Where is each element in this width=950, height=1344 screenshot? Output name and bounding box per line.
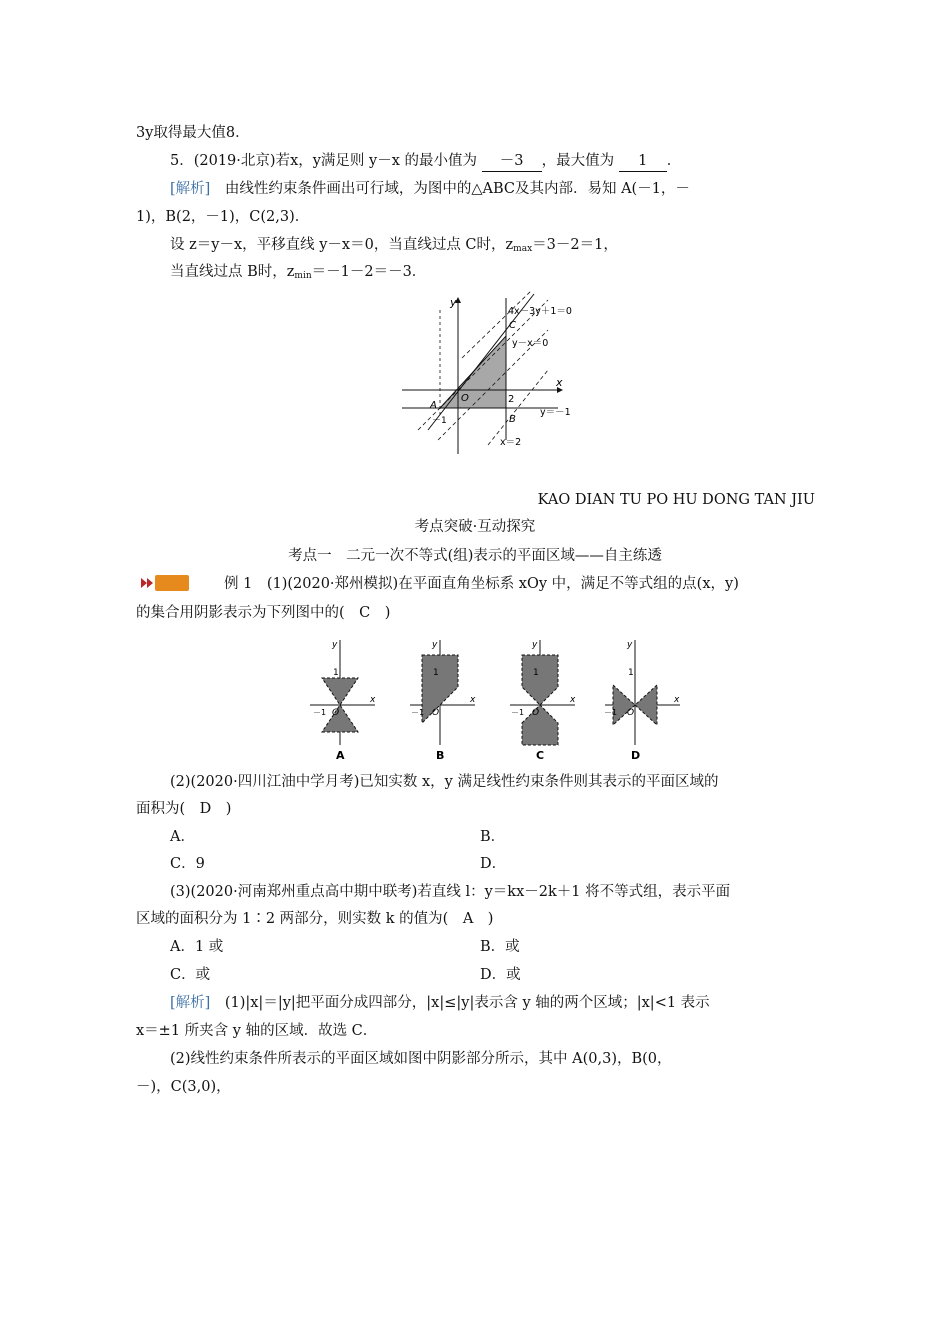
subscript-max: max	[513, 244, 533, 254]
panel-B	[410, 640, 476, 762]
analysis-2: 1)，B(2，－1)，C(2,3)．	[136, 209, 310, 225]
subsection-title: 考点一 二元一次不等式(组)表示的平面区域——自主练透	[288, 548, 662, 564]
svg-text:A: A	[336, 749, 345, 762]
svg-text:x: x	[370, 695, 376, 705]
example-marker-icon	[141, 575, 221, 591]
svg-text:B: B	[436, 749, 445, 762]
label-B: B	[509, 414, 516, 425]
svg-text:x: x	[674, 695, 680, 705]
question-2-line-a: (2)(2020·四川江油中学月考)已知实数 x，y 满足线性约束条件则其表示的平面区域的	[170, 774, 719, 790]
solution-2-line-a: (2)线性约束条件所表示的平面区域如图中阴影部分所示，其中 A(0,3)，B(0，	[170, 1051, 672, 1067]
option-3-D: D．或	[480, 967, 521, 983]
label-A: A	[430, 400, 437, 411]
svg-text:－1: －1	[313, 708, 327, 717]
analysis-3-a: 设 z＝y－x，平移直线 y－x＝0，当直线过点 C时，z	[170, 237, 514, 253]
label-tick-2: 2	[508, 394, 515, 405]
panel-C	[510, 640, 576, 762]
svg-text:1: 1	[533, 668, 539, 678]
question-3-line-b: 区域的面积分为 1∶2 两部分，则实数 k 的值为( A )	[136, 911, 494, 927]
option-2-B: B．	[480, 829, 506, 845]
svg-text:O: O	[627, 708, 635, 718]
option-2-A: A．	[170, 829, 195, 845]
subscript-min: min	[294, 271, 312, 281]
solution-1-line-b: x＝±1 所夹含 y 轴的区域．故选 C．	[136, 1023, 378, 1039]
label-C: C	[509, 320, 516, 331]
label-O: O	[461, 393, 469, 404]
analysis-4	[170, 262, 426, 286]
panel-A	[310, 640, 376, 762]
solution-1-text: (1)|x|＝|y|把平面分成四部分，|x|≤|y|表示含 y 轴的两个区域；|x|<1 表示	[210, 995, 710, 1011]
svg-text:－1: －1	[511, 708, 525, 717]
problem-5-end: ．	[666, 153, 682, 169]
label-tick-neg1: －1	[432, 416, 447, 426]
solution-2-line-b: －)，C(3,0)，	[136, 1079, 231, 1095]
analysis-4-a: 当直线过点 B时，z	[170, 264, 295, 280]
svg-text:y: y	[432, 640, 438, 650]
analysis-1	[170, 179, 690, 199]
svg-text:C: C	[536, 749, 545, 762]
label-x: x	[556, 376, 563, 389]
label-line1: 4x－3y＋1＝0	[508, 306, 572, 317]
svg-text:O: O	[332, 708, 340, 718]
analysis-3-b: ＝3－2＝1，	[532, 237, 618, 253]
svg-text:x: x	[470, 695, 476, 705]
svg-text:1: 1	[628, 668, 634, 678]
solution-tag: [解析]	[170, 995, 211, 1011]
example-1-line-a: 例 1 (1)(2020·郑州模拟)在平面直角坐标系 xOy 中，满足不等式组的点(x，y)	[224, 576, 739, 592]
svg-text:D: D	[631, 749, 641, 762]
option-3-A: A．1 或	[170, 939, 224, 955]
svg-text:1: 1	[433, 668, 439, 678]
example-1-line-b: 的集合用阴影表示为下列图中的( C )	[136, 605, 391, 621]
analysis-tag: [解析]	[170, 181, 211, 197]
figure-options	[305, 635, 690, 765]
analysis-1-text: 由线性约束条件画出可行域，为图中的△ABC及其内部．易知 A(－1，－	[210, 181, 690, 197]
dashed-line-1	[418, 300, 548, 430]
svg-text:y: y	[532, 640, 538, 650]
section-title: 考点突破·互动探究	[414, 519, 536, 535]
svg-text:－1: －1	[411, 708, 425, 717]
svg-text:y: y	[627, 640, 633, 650]
answer-min: －3	[482, 151, 542, 172]
problem-5	[170, 151, 681, 172]
label-line4: x＝2	[500, 437, 522, 448]
pinyin-heading: KAO DIAN TU PO HU DONG TAN JIU	[537, 492, 815, 508]
analysis-3	[170, 235, 618, 259]
problem-5-mid: ，最大值为	[541, 153, 615, 169]
problem-5-prefix: 5．(2019·北京)若	[170, 153, 291, 169]
svg-text:－1: －1	[604, 708, 618, 717]
option-3-B: B．或	[480, 939, 520, 955]
svg-text:O: O	[532, 708, 540, 718]
svg-text:O: O	[432, 708, 440, 718]
line-continuation: 3y取得最大值8．	[136, 125, 250, 141]
figure-feasible-region	[398, 290, 598, 460]
problem-5-text: x，y满足则 y－x 的最小值为	[290, 153, 478, 169]
option-2-D: D．	[480, 856, 507, 872]
label-y: y	[450, 296, 457, 309]
option-3-C: C．或	[170, 967, 211, 983]
svg-text:y: y	[332, 640, 338, 650]
panel-D	[604, 640, 680, 762]
label-line3: y＝－1	[540, 407, 571, 418]
question-3-line-a: (3)(2020·河南郑州重点高中期中联考)若直线 l：y＝kx－2k＋1 将不等式组，表示平面	[170, 884, 731, 900]
option-2-C: C．9	[170, 856, 205, 872]
analysis-4-b: ＝－1－2＝－3．	[311, 264, 427, 280]
label-line2: y－x＝0	[512, 338, 549, 349]
answer-max: 1	[619, 151, 667, 172]
solution-1-line-a	[170, 993, 710, 1013]
svg-text:x: x	[570, 695, 576, 705]
svg-text:1: 1	[333, 668, 339, 678]
question-2-line-b: 面积为( D )	[136, 801, 232, 817]
